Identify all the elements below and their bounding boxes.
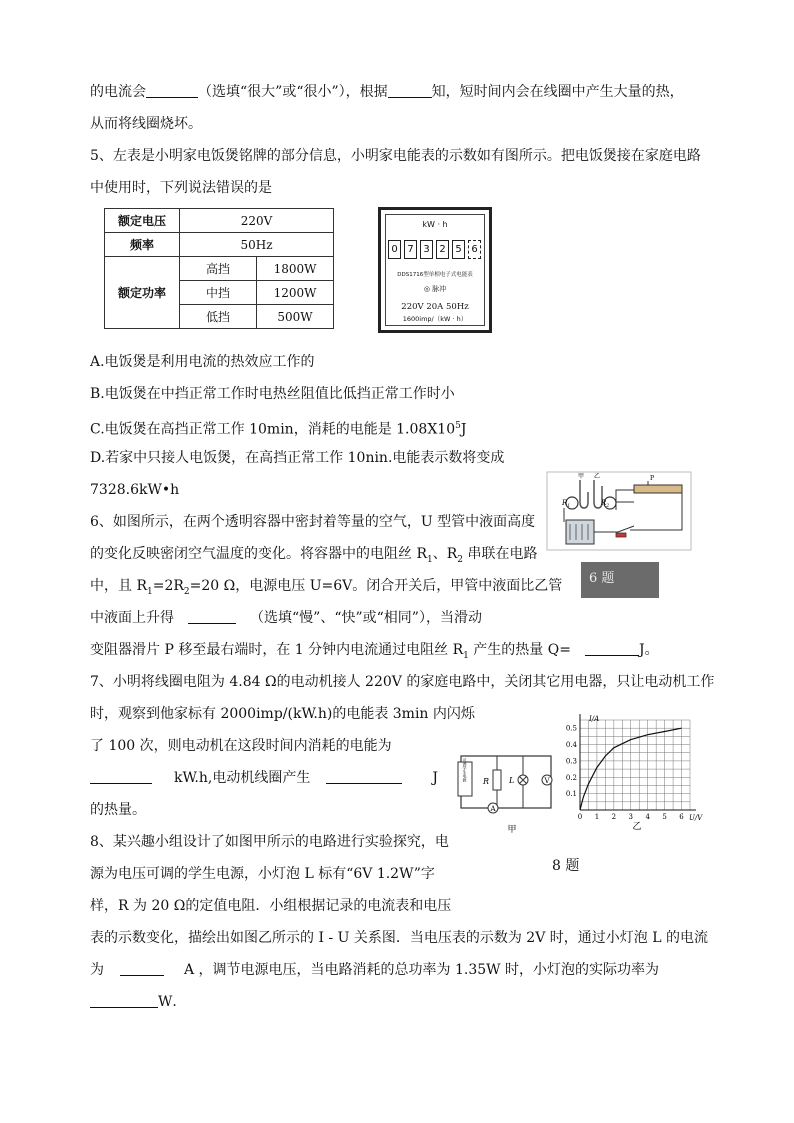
rated-power-label: 额定功率 — [105, 257, 180, 329]
y-tick-label: 0.2 — [565, 773, 577, 782]
y-tick-label: 0.4 — [565, 741, 577, 750]
label-r: R — [483, 777, 490, 786]
u-tube-jia — [580, 480, 588, 508]
q8-line-6 — [90, 993, 186, 1011]
q8-text: 为 — [90, 962, 104, 978]
q6-text: 中，且 R — [90, 578, 147, 594]
q6-sub: 1 — [147, 586, 153, 597]
switch — [594, 526, 634, 532]
chart-grid — [580, 720, 690, 810]
q5-option-c-exp: 5 — [455, 421, 461, 431]
q7-line-2: 时，观察到他家标有 2000imp/(kW.h)的电能表 3min 内闪烁 — [90, 706, 475, 722]
label-v: V — [544, 777, 550, 785]
q5-option-c-unit: J — [460, 421, 467, 438]
label-r2: $R_2$ — [601, 499, 610, 509]
answer-blank[interactable] — [188, 609, 236, 624]
q7-line-5: 的热量。 — [90, 802, 146, 818]
q5-option-d-1: D.若家中只接人电饭煲，在高挡正常工作 10nin.电能表示数将变成 — [90, 450, 505, 466]
answer-blank[interactable] — [388, 83, 432, 98]
meter-digit: 7 — [404, 240, 417, 259]
meter-digit: 3 — [420, 240, 433, 259]
power-level: 高挡 — [180, 257, 257, 281]
frequency-value: 50Hz — [180, 233, 334, 257]
q7-line-3: 了 100 次，则电动机在这段时间内消耗的电能为 — [90, 738, 392, 754]
electric-meter-figure — [378, 207, 492, 333]
q5-stem-2: 中使用时，下列说法错误的是 — [90, 180, 272, 196]
q6-sub: 1 — [427, 554, 433, 565]
meter-digit: 0 — [388, 240, 401, 259]
q6-line-3 — [90, 577, 562, 601]
power-value: 1200W — [257, 281, 334, 305]
meter-model: DDS1716型单相电子式电能表 — [397, 272, 473, 278]
q6-sub: 2 — [183, 586, 190, 597]
meter-digit-decimal: 6 — [468, 240, 481, 259]
q5-option-b: B.电饭煲在中挡正常工作时电热丝阻值比低挡正常工作时小 — [90, 386, 455, 402]
q6-text: 的变化反映密闭空气温度的变化。将容器中的电阻丝 R — [90, 546, 427, 562]
meter-pulse: ◎ 脉冲 — [423, 285, 447, 293]
q6-apparatus-figure — [544, 470, 694, 552]
power-value: 500W — [257, 305, 334, 329]
meter-digit: 2 — [436, 240, 449, 259]
chart-xlabel: U/V — [689, 814, 703, 822]
resistor-r — [493, 770, 501, 790]
label-jia: 甲 — [578, 473, 585, 480]
answer-blank[interactable] — [90, 993, 158, 1008]
meter-constant: 1600imp/（kW · h） — [402, 315, 468, 323]
q8-line-5 — [90, 961, 659, 979]
q6-line-4 — [90, 609, 482, 627]
q6-text: 变阻器滑片 P 移至最右端时，在 1 分钟内电流通过电阻丝 R — [90, 642, 464, 658]
rice-cooker-nameplate-table — [104, 208, 334, 329]
q6-line-5 — [90, 641, 659, 665]
rated-voltage-label: 额定电压 — [105, 209, 180, 233]
y-tick-label: 0.3 — [565, 757, 577, 766]
answer-blank[interactable] — [120, 961, 164, 976]
answer-blank[interactable] — [146, 83, 198, 98]
chart-ylabel: I/A — [589, 715, 600, 723]
q5-option-d-2: 7328.6kW•h — [90, 482, 180, 498]
x-tick-label: 1 — [594, 813, 600, 821]
frequency-label: 频率 — [105, 233, 180, 257]
q6-line-2 — [90, 545, 537, 569]
q4-text-a: 的电流会 — [90, 84, 146, 100]
x-tick-label: 2 — [611, 813, 617, 821]
q8-text: W． — [158, 994, 187, 1010]
q6-text: =20 Ω，电源电压 U=6V。闭合开关后，甲管中液面比乙管 — [189, 578, 563, 594]
y-tick-label: 0.1 — [565, 790, 577, 799]
q7-text: J — [432, 770, 438, 786]
q5-option-c-text: C.电饭煲在高挡正常工作 10min，消耗的电能是 1.08X10 — [90, 421, 456, 438]
q8-line-2: 源为电压可调的学生电源，小灯泡 L 标有“6V 1.2W”字 — [90, 866, 435, 882]
label-l: L — [509, 776, 515, 785]
power-level: 低挡 — [180, 305, 257, 329]
answer-blank[interactable] — [90, 769, 152, 784]
q4-line-1 — [90, 83, 684, 101]
label-p: P — [650, 475, 655, 482]
label-yi: 乙 — [594, 473, 601, 480]
x-tick-label: 4 — [645, 813, 650, 821]
q8-line-3: 样，R 为 20 Ω的定值电阻．小组根据记录的电流表和电压 — [90, 898, 452, 914]
q5-option-a: A.电饭煲是利用电流的热效应工作的 — [90, 354, 315, 370]
q6-text: 串联在电路 — [463, 546, 538, 562]
q5-stem-1: 5、左表是小明家电饭煲铭牌的部分信息，小明家电能表的示数如有图所示。把电饭煲接在家庭电路 — [90, 148, 701, 164]
q6-text: 中液面上升得 — [90, 610, 174, 626]
x-tick-label: 3 — [628, 813, 634, 821]
q8-line-4: 表的示数变化，描绘出如图乙所示的 I - U 关系图．当电压表的示数为 2V 时，通过小灯泡 L 的电流 — [90, 930, 708, 946]
q8-circuit-figure — [457, 742, 557, 838]
chart-title: 乙 — [632, 822, 642, 832]
rated-voltage-value: 220V — [180, 209, 334, 233]
q6-text: =2R — [152, 578, 184, 594]
q6-text: J。 — [638, 642, 659, 658]
label-r1: $R_1$ — [562, 499, 571, 509]
meter-digit: 5 — [452, 240, 465, 259]
q8-line-1: 8、某兴趣小组设计了如图甲所示的电路进行实验探究，电 — [90, 834, 449, 850]
answer-blank[interactable] — [326, 769, 402, 784]
x-tick-label: 5 — [662, 813, 667, 821]
circuit-label-jia: 甲 — [507, 825, 517, 835]
q7-line-4 — [90, 769, 438, 787]
meter-unit: kW · h — [422, 220, 448, 229]
meter-rating: 220V 20A 50Hz — [401, 302, 469, 312]
q6-text: 产生的热量 Q= — [468, 642, 571, 658]
q6-figure-caption: 6 题 — [581, 562, 659, 598]
q6-sub: 1 — [463, 650, 469, 661]
q4-text-b: （选填“很大”或“很小”），根据 — [198, 84, 388, 100]
y-tick-label: 0.5 — [565, 724, 577, 733]
q6-text: 、R — [432, 546, 458, 562]
chart-ticks — [566, 725, 684, 821]
x-tick-label: 6 — [679, 813, 684, 821]
label-a: A — [490, 805, 496, 813]
x-tick-label: 0 — [577, 813, 583, 821]
power-supply-label: 可调学生电源 — [462, 758, 468, 782]
q6-sub: 2 — [457, 554, 464, 565]
q8-text: A ，调节电源电压，当电路消耗的总功率为 1.35W 时，小灯泡的实际功率为 — [184, 962, 660, 978]
q5-option-c — [90, 417, 466, 439]
iu-chart — [560, 712, 710, 832]
q4-text-c: 知，短时间内会在线圈中产生大量的热， — [431, 84, 684, 100]
rheostat — [634, 485, 682, 493]
power-level: 中挡 — [180, 281, 257, 305]
q7-text: kW.h,电动机线圈产生 — [174, 770, 311, 786]
q7-line-1: 7、小明将线圈电阻为 4.84 Ω的电动机接人 220V 的家庭电路中，关闭其它用电器，只让电动机工作 — [90, 674, 715, 690]
q4-line-2: 从而将线圈烧坏。 — [90, 116, 202, 132]
q8-figure-caption: 8 题 — [552, 858, 580, 874]
q6-line-1: 6、如图所示，在两个透明容器中密封着等量的空气，U 型管中液面高度 — [90, 514, 536, 530]
power-value: 1800W — [257, 257, 334, 281]
q6-text: （选填“慢”、“快”或“相同”），当滑动 — [250, 610, 482, 626]
answer-blank[interactable] — [585, 641, 639, 656]
meter-digits — [388, 240, 481, 259]
